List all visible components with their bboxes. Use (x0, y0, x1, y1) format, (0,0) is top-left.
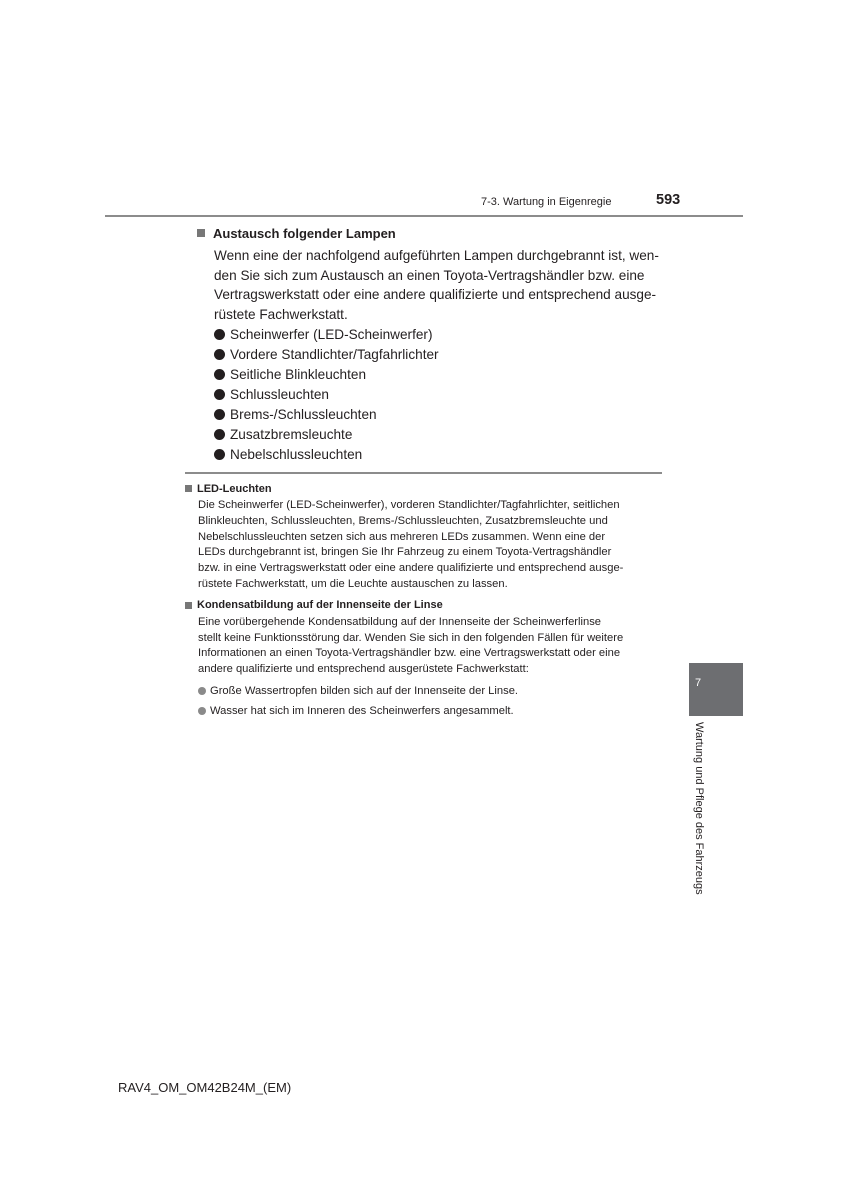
paragraph-line: Blinkleuchten, Schlussleuchten, Brems-/Schlussleuchten, Zusatzbremsleuchte und (198, 514, 608, 527)
paragraph-line: andere qualifizierte und entsprechend ausgerüstete Fachwerkstatt: (198, 663, 529, 676)
list-item: Wasser hat sich im Inneren des Scheinwerfers angesammelt. (198, 701, 658, 721)
bullet-icon (214, 449, 225, 460)
condensation-note-paragraph (198, 615, 658, 678)
bullet-icon (214, 369, 225, 380)
list-item: Nebelschlussleuchten (214, 444, 662, 464)
lamp-replacement-paragraph (214, 246, 662, 324)
led-note-heading (185, 481, 658, 496)
bullet-icon (198, 707, 206, 715)
paragraph-line: den Sie sich zum Austausch an einen Toyota-Vertragshändler bzw. eine (214, 267, 645, 283)
paragraph-line: Informationen an einen Toyota-Vertragshändler bzw. eine Vertragswerkstatt oder eine (198, 647, 621, 660)
bullet-icon (214, 389, 225, 400)
document-code: RAV4_OM_OM42B24M_(EM) (118, 1080, 292, 1095)
heading-text: Austausch folgender Lampen (213, 225, 396, 241)
paragraph-line: Nebelschlussleuchten setzen sich aus mehreren LEDs zusammen. Wenn eine der (198, 530, 606, 543)
notes-divider (185, 472, 662, 474)
list-item: Scheinwerfer (LED-Scheinwerfer) (214, 324, 662, 344)
paragraph-line: bzw. in eine Vertragswerkstatt oder eine andere qualifizierte und entsprechend ausge- (198, 562, 624, 575)
paragraph-line: rüstete Fachwerkstatt, um die Leuchte austauschen zu lassen. (198, 577, 508, 590)
paragraph-line: stellt keine Funktionsstörung dar. Wenden Sie sich in den folgenden Fällen für weitere (198, 631, 624, 644)
bullet-icon (214, 409, 225, 420)
bullet-icon (214, 329, 225, 340)
paragraph-line: Die Scheinwerfer (LED-Scheinwerfer), vorderen Standlichter/Tagfahrlichter, seitlichen (198, 499, 620, 511)
condensation-note-heading (185, 598, 658, 613)
led-note-paragraph (198, 498, 658, 593)
list-item: Große Wassertropfen bilden sich auf der Innenseite der Linse. (198, 681, 658, 701)
section-header: 7-3. Wartung in Eigenregie (481, 196, 612, 208)
lamp-replacement-heading (197, 224, 662, 242)
chapter-number: 7 (695, 677, 702, 689)
paragraph-line: LEDs durchgebrannt ist, bringen Sie Ihr Fahrzeug zu einem Toyota-Vertragshändler (198, 546, 612, 559)
lamp-list (197, 324, 662, 464)
header-divider (105, 215, 743, 217)
notes-section (185, 481, 658, 721)
list-item: Schlussleuchten (214, 384, 662, 404)
list-item: Vordere Standlichter/Tagfahrlichter (214, 344, 662, 364)
chapter-title: Wartung und Pflege des Fahrzeugs (693, 722, 705, 895)
lamp-replacement-section (197, 224, 662, 464)
condensation-list (198, 681, 658, 721)
chapter-tab (689, 663, 743, 716)
bullet-icon (198, 687, 206, 695)
page-number: 593 (656, 192, 681, 208)
list-item: Seitliche Blinkleuchten (214, 364, 662, 384)
bullet-icon (214, 349, 225, 360)
list-item: Brems-/Schlussleuchten (214, 404, 662, 424)
heading-text: Kondensatbildung auf der Innenseite der Linse (197, 599, 443, 612)
paragraph-line: Vertragswerkstatt oder eine andere qualifizierte und entsprechend ausge- (214, 287, 657, 303)
paragraph-line: Wenn eine der nachfolgend aufgeführten Lampen durchgebrannt ist, wen- (214, 248, 659, 263)
paragraph-line: rüstete Fachwerkstatt. (214, 306, 348, 322)
square-bullet-icon (185, 602, 192, 609)
square-bullet-icon (197, 229, 205, 237)
heading-text: LED-Leuchten (197, 482, 272, 495)
bullet-icon (214, 429, 225, 440)
square-bullet-icon (185, 485, 192, 492)
paragraph-line: Eine vorübergehende Kondensatbildung auf der Innenseite der Scheinwerferlinse (198, 615, 602, 628)
list-item: Zusatzbremsleuchte (214, 424, 662, 444)
